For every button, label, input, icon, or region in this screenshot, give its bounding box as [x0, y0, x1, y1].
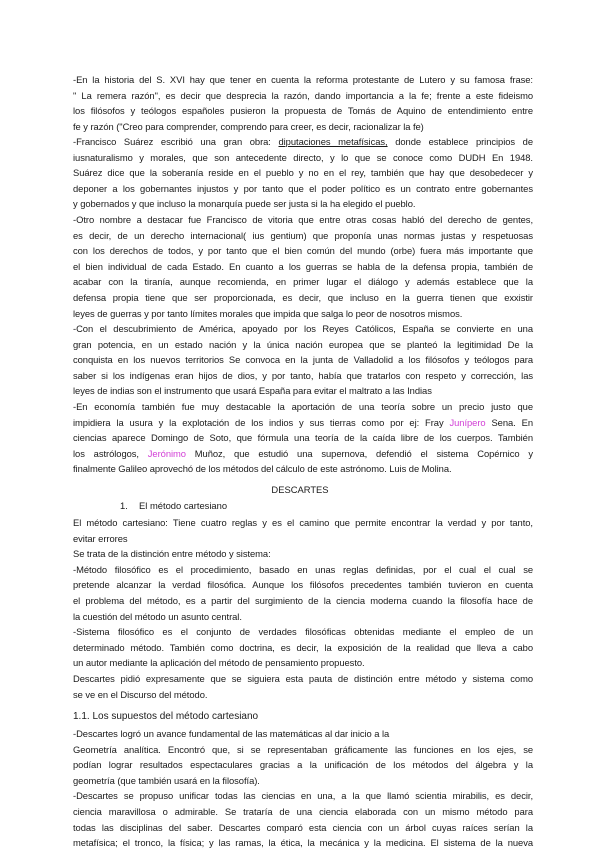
paragraph-assumptions — [73, 726, 533, 851]
text-line: geometría (que también usará en la filosofía). — [73, 774, 260, 786]
text-line — [73, 415, 533, 431]
highlighted-name: Junípero — [449, 416, 486, 428]
subheading: 1.1. Los supuestos del método cartesiano — [73, 711, 259, 722]
underlined-title: diputaciones metafísicas, — [278, 136, 388, 147]
text-line: leyes de indias son el instrumento que usará España para evitar el maltrato a las Indias — [73, 385, 432, 397]
text-line: El método cartesiano: Tiene cuatro reglas y es el camino que permite encontrar la verdad y por tanto, — [73, 517, 533, 528]
section-title: DESCARTES — [271, 484, 329, 495]
text-line: podían lograr resultados espectaculares gracias a la unificación de los métodos del álgebra y la — [73, 759, 533, 771]
text-line — [73, 134, 533, 150]
text-span: -Francisco Suárez escribió una gran obra: — [73, 136, 279, 147]
text-line: evitar errores — [73, 532, 128, 544]
text-line: se ve en el Discurso del método. — [73, 688, 208, 700]
text-span: impidiera la usura y la explotación de los indios y sus tierras como por ej: Fray — [73, 416, 450, 428]
paragraph-economy — [73, 399, 533, 477]
text-line: leyes de guerras y por tanto límites morales que impida que salga lo peor de nosotros mismos. — [73, 307, 463, 319]
text-line: -Sistema filosófico es el conjunto de verdades filosóficas obtenidas mediante el empleo de un — [73, 626, 533, 638]
text-line: el bien individual de cada Estado. En cuanto a los guerras se habla de la defensa propia, también de — [73, 260, 533, 272]
text-line: -En economía también fue muy destacable la aportación de una teoría sobre un precio justo que — [73, 401, 533, 412]
text-line: gran potencia, en un estado nación y la única nación europea que se planteó la legitimidad De la — [73, 338, 533, 350]
text-line: -En la historia del S. XVI hay que tener en cuenta la reforma protestante de Lutero y su famosa frase: — [73, 74, 533, 85]
text-line: acabar con la tiranía, aunque recomienda, en primer lugar el diálogo y además establece que la — [73, 276, 533, 288]
paragraph-method — [73, 515, 533, 702]
paragraph-suarez — [73, 134, 533, 212]
text-line: defensa propia tiene que ser proporcionada, es decir, que incluso en la guerra tienen que exxistir — [73, 291, 533, 303]
text-span: Sena. En — [485, 416, 533, 428]
text-line: y gobernados y que incluso la monarquía puede ser justa si la ha elegido el pueblo. — [73, 198, 416, 210]
text-line: saber si los indígenas eran hijos de dios, y por tanto, había que tratarlos con respeto y corrección, las — [73, 369, 533, 381]
text-line: la cuestión del método un asunto central. — [73, 610, 242, 622]
text-line — [73, 446, 533, 462]
text-line: -Otro nombre a destacar fue Francisco de vitoria que entre otras cosas habló del derecho de gentes, — [73, 214, 533, 225]
text-line: pretende alcanzar la verdad filosófica. Aunque los filósofos precedentes también tuvieron en cuenta — [73, 579, 533, 591]
text-span: Muñoz, que estudió una supernova, defendió el sistema Copérnico y — [185, 447, 533, 459]
text-span: los astrólogos, — [73, 447, 148, 459]
numbered-heading — [120, 500, 227, 511]
text-line: " La remera razón", es decir que desprecia la razón, dando importancia a la fe; frente a este fideismo — [73, 89, 533, 101]
text-line: -Descartes se propuso unificar todas las ciencias en una, a la que llamó scientia mirabilis, es decir, — [73, 790, 533, 802]
paragraph-vitoria — [73, 212, 533, 321]
text-line: ciencia maravillosa o admirable. Se trataría de una ciencia elaborada con un mismo método para — [73, 805, 533, 817]
heading-text: El método cartesiano — [139, 500, 228, 511]
text-line: Descartes pidió expresamente que se siguiera esta pauta de distinción entre método y sistema como — [73, 672, 533, 684]
text-line: Geometría analítica. Encontró que, si se representaban gráficamente las funciones en los ejes, se — [73, 743, 533, 755]
text-line: todas las disciplinas del saber. Descartes comparó esta ciencia con un árbol cuyas raíces serían la — [73, 821, 533, 833]
text-line: es decir, de un derecho internacional( ius gentium) que proponía unas normas justas y respetuosas — [73, 229, 533, 241]
text-line: los filósofos y teólogos españoles pusieron la propuesta de Tomás de Aquino de entendimiento entre — [73, 105, 533, 117]
text-line: -Con el descubrimiento de América, apoyado por los Reyes Católicos, España se convierte en una — [73, 323, 533, 334]
text-line: Se trata de la distinción entre método y sistema: — [73, 548, 271, 560]
text-line: Suárez dice que la soberanía reside en el pueblo y no en el rey, también que hay que desobedecer y — [73, 167, 533, 179]
text-line: el problema del método, es a partir del surgimiento de la ciencia moderna cuando la filosofía hace de — [73, 594, 533, 606]
text-line: finalmente Galileo aprovechó de los métodos del cálculo de este astrónomo. Luis de Molina. — [73, 463, 452, 475]
text-line: ciencias aparece Domingo de Soto, que fórmula una teoría de la caída libre de los cuerpos. También — [73, 432, 533, 444]
text-line: un autor mediante la aplicación del método de pensamiento propuesto. — [73, 657, 365, 669]
text-line: deponer a los gobernantes injustos y por tanto que el poder político es un contrato entre gobernantes — [73, 182, 533, 194]
text-line: con los derechos de todos, y por tanto que el bien común del mundo (orbe) fuera más importante que — [73, 245, 533, 257]
text-span: donde establece principios de — [387, 136, 534, 147]
text-line: metafísica; el tronco, la física; y las ramas, la ética, la mecánica y la medicina. El sistema de la nueva — [73, 837, 533, 849]
text-line: conquista en los nuevos territorios Se convoca en la junta de Valladolid a los filósofos y teólogos para — [73, 354, 533, 366]
text-line: determinado método. También como doctrina, es decir, la exposición de la realidad que lleva a cabo — [73, 641, 533, 653]
text-line: iusnaturalismo y morales, que son antecedente directo, y lo que se conoce como DUDH En 1948. — [73, 151, 533, 163]
text-line: fe y razón ("Creo para comprender, comprendo para creer, es decir, racionalizar la fe) — [73, 120, 424, 132]
paragraph-luther — [73, 72, 533, 134]
text-line: -Método filosófico es el procedimiento, basado en unas reglas definidas, por el cual el cual se — [73, 563, 533, 575]
text-line: -Descartes logró un avance fundamental de las matemáticas al dar inicio a la — [73, 728, 390, 739]
paragraph-america — [73, 321, 533, 399]
highlighted-name: Jerónimo — [147, 447, 186, 459]
heading-number: 1. — [120, 500, 128, 511]
